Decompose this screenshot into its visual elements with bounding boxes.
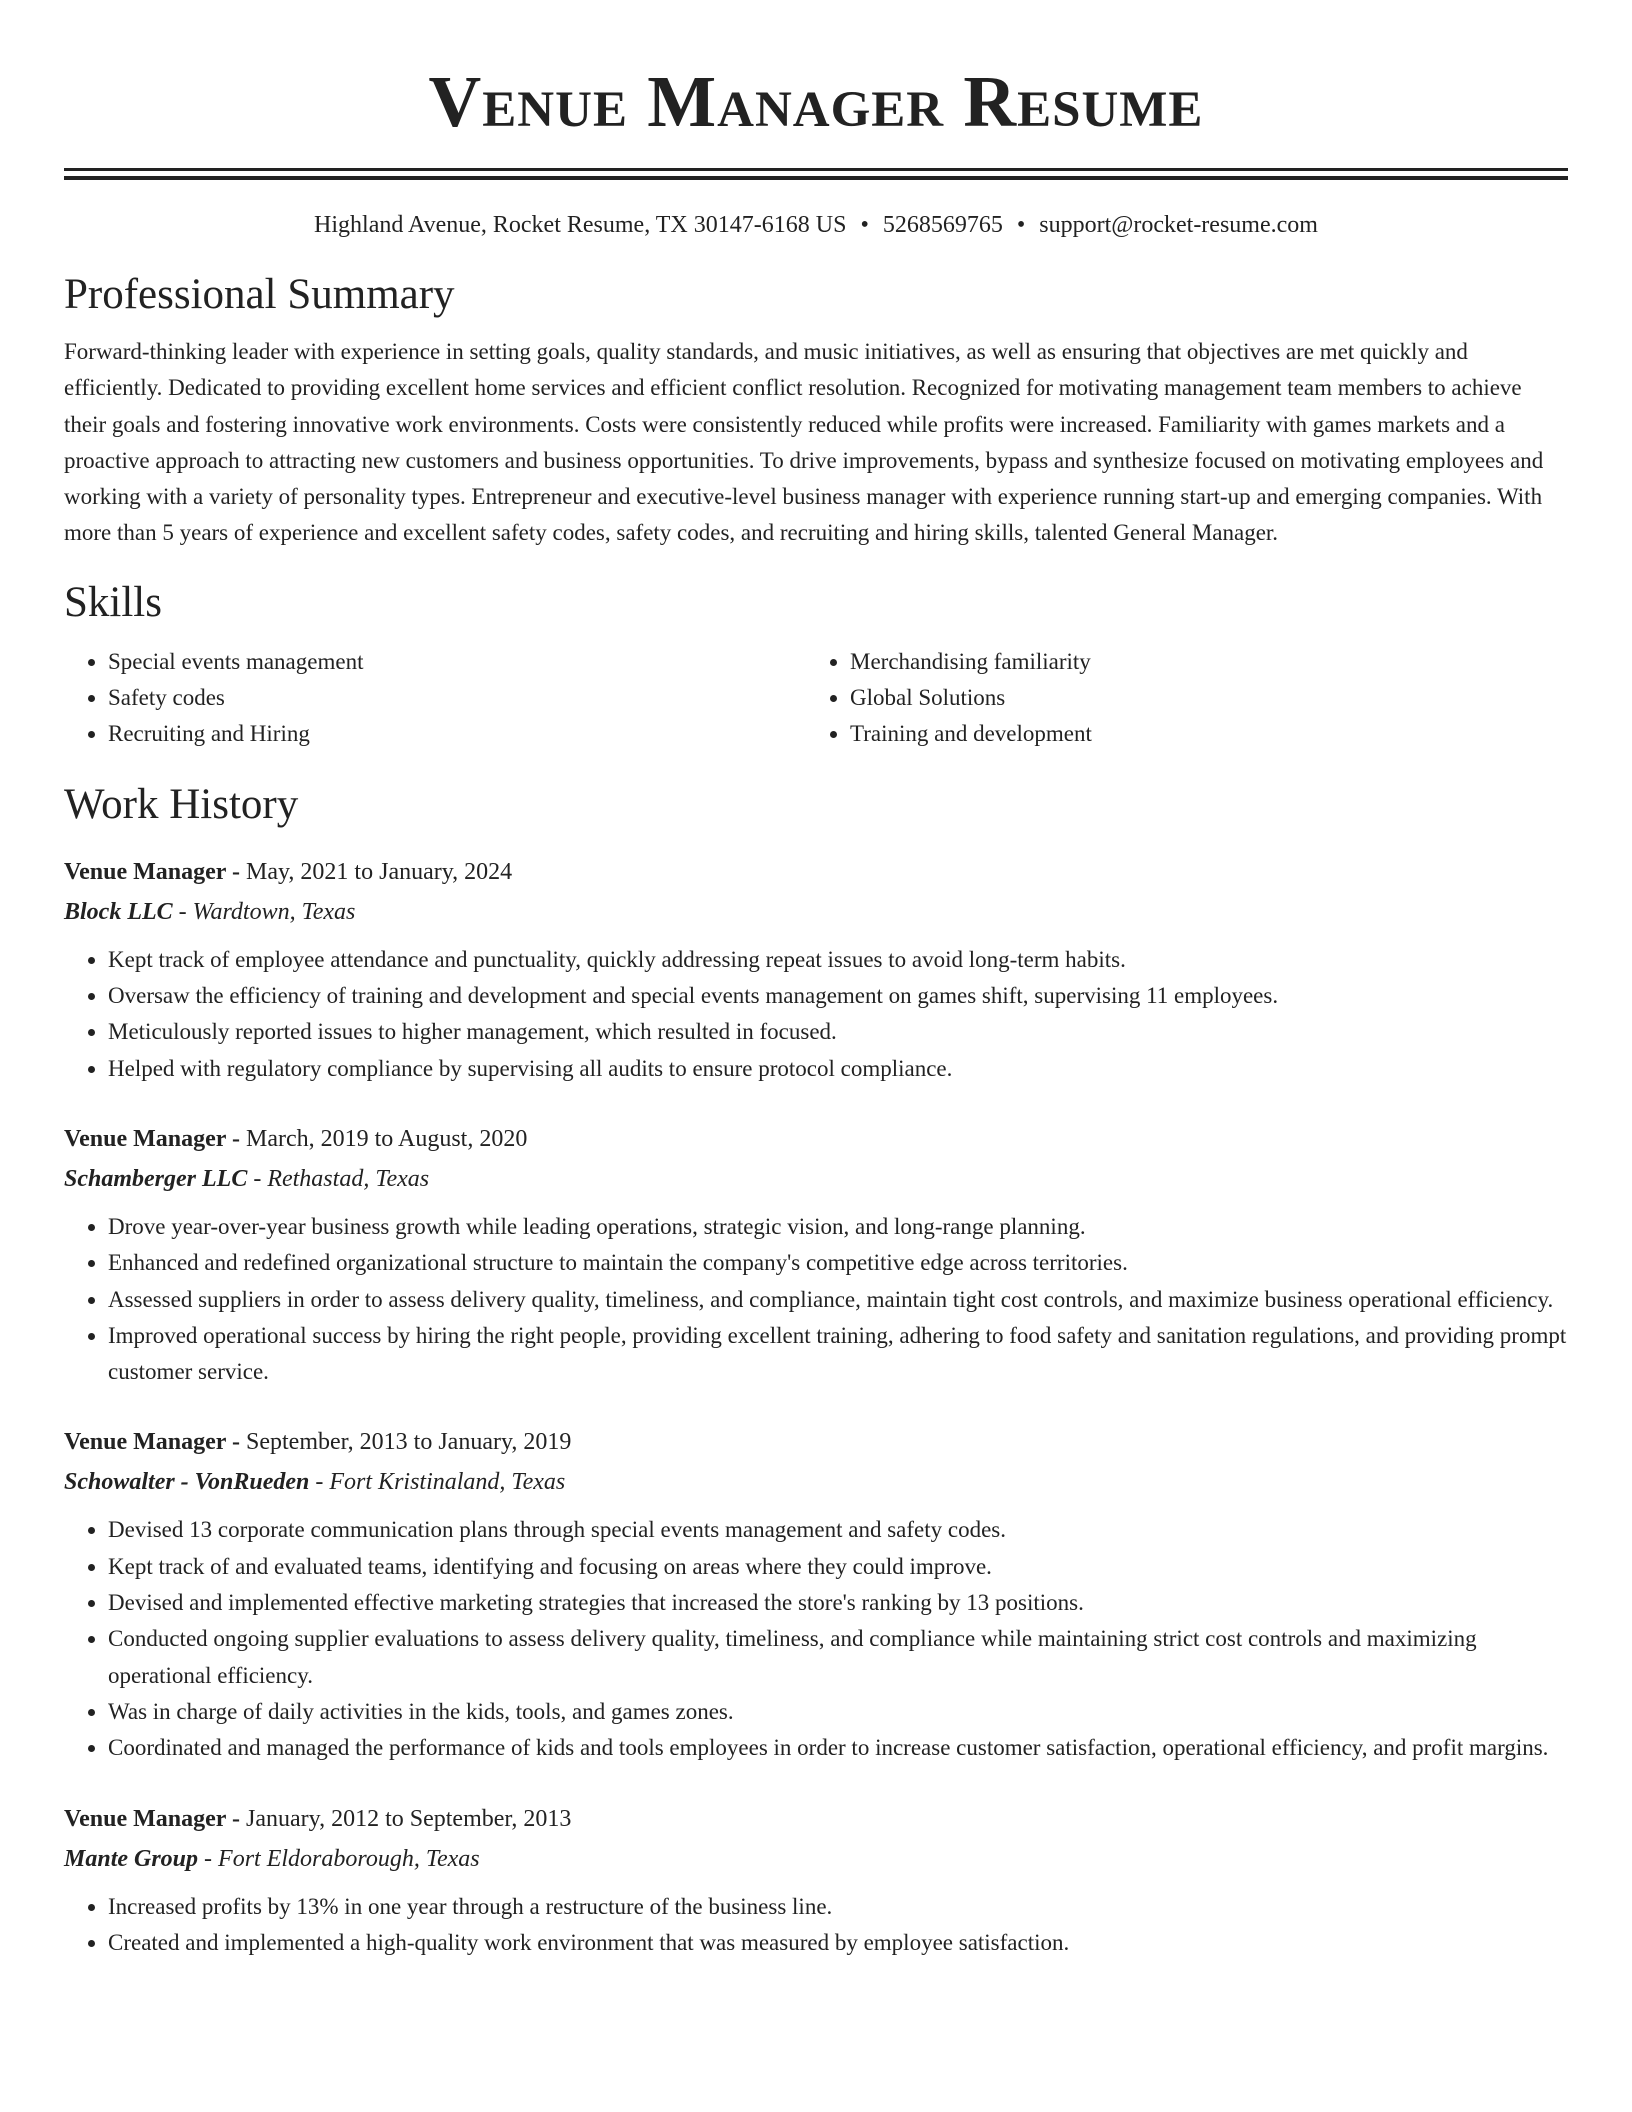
job-company-line (64, 1159, 1568, 1199)
job-location: Wardtown, Texas (192, 898, 356, 925)
skills-column-left (64, 644, 806, 752)
job-dates: January, 2012 to September, 2013 (246, 1805, 572, 1832)
job-bullet: • Improved operational success by hiring the right people, providing excellent training, adhering to food safety and sanitation regulations, and providing prompt customer service. (108, 1318, 1568, 1391)
summary-heading: Professional Summary (64, 271, 455, 318)
job-company-line (64, 1462, 1568, 1502)
job-location: Fort Eldoraborough, Texas (218, 1845, 480, 1872)
job-bullet: • Kept track of employee attendance and punctuality, quickly addressing repeat issues to avoid long-term habits. (108, 942, 1568, 978)
job-company-dash: - (309, 1469, 330, 1496)
job-title-dash: - (226, 1805, 246, 1832)
job-bullet: • Meticulously reported issues to higher management, which resulted in focused. (108, 1014, 1568, 1050)
job-title-dash: - (226, 858, 246, 885)
skills-list (64, 644, 1568, 752)
job-bullet: • Devised and implemented effective marketing strategies that increased the store's ranking by 13 positions. (108, 1585, 1568, 1621)
job-company: Schowalter - VonRueden (64, 1469, 310, 1496)
job-bullet: • Enhanced and redefined organizational structure to maintain the company's competitive edge across territories. (108, 1245, 1568, 1281)
contact-line (64, 210, 1568, 240)
skill-item: • Merchandising familiarity (850, 644, 1568, 680)
job-title-line (64, 852, 1568, 892)
resume-title: Venue Manager Resume (428, 61, 1204, 142)
job-bullets (64, 1512, 1568, 1766)
summary-text: Forward-thinking leader with experience in setting goals, quality standards, and music initiatives, as well as ensuring that objectives are met quickly and efficiently. Dedicated to providing excellent home services and efficient conflict resolution. Recognized for motivating management team members to achieve their goals and fostering innovative work environments. Costs were consistently reduced while profits were increased. Familiarity with games markets and a proactive approach to attracting new customers and business opportunities. To drive improvements, bypass and synthesize focused on motivating employees and working with a variety of personality types. Entrepreneur and executive-level business manager with experience running start-up and emerging companies. With more than 5 years of experience and excellent safety codes, safety codes, and recruiting and hiring skills, talented General Manager. (64, 339, 1544, 546)
job-company: Block LLC (64, 898, 173, 925)
job-bullet: • Coordinated and managed the performance of kids and tools employees in order to increase customer satisfaction, operational efficiency, and profit margins. (108, 1730, 1568, 1766)
job-dates: May, 2021 to January, 2024 (246, 858, 513, 885)
contact-separator: • (1016, 212, 1026, 238)
job-entry (64, 1799, 1568, 1962)
job-company-dash: - (247, 1165, 268, 1192)
job-company: Schamberger LLC (64, 1165, 248, 1192)
job-dates: March, 2019 to August, 2020 (246, 1125, 528, 1152)
job-bullet: • Increased profits by 13% in one year through a restructure of the business line. (108, 1889, 1568, 1925)
job-bullets (64, 942, 1568, 1087)
skills-heading: Skills (64, 578, 162, 626)
job-title: Venue Manager (64, 1429, 226, 1456)
skill-item: • Recruiting and Hiring (108, 716, 806, 752)
job-title: Venue Manager (64, 1125, 226, 1152)
job-title-line (64, 1119, 1568, 1159)
job-company: Mante Group (64, 1845, 199, 1872)
skill-item: • Special events management (108, 644, 806, 680)
contact-email: support@rocket-resume.com (1039, 212, 1318, 238)
skill-item: • Training and development (850, 716, 1568, 752)
skills-column-right (806, 644, 1568, 752)
job-bullet: • Created and implemented a high-quality work environment that was measured by employee satisfaction. (108, 1925, 1568, 1961)
job-title-line (64, 1799, 1568, 1839)
job-bullet: • Oversaw the efficiency of training and development and special events management on games shift, supervising 11 employees. (108, 978, 1568, 1014)
contact-phone: 5268569765 (882, 212, 1003, 238)
title-divider-thin (64, 176, 1568, 180)
job-title: Venue Manager (64, 1805, 226, 1832)
job-bullet: • Kept track of and evaluated teams, identifying and focusing on areas where they could improve. (108, 1549, 1568, 1585)
job-bullets (64, 1209, 1568, 1390)
job-title-dash: - (226, 1125, 246, 1152)
job-dates: September, 2013 to January, 2019 (246, 1429, 572, 1456)
job-bullets (64, 1889, 1568, 1962)
job-bullet: • Drove year-over-year business growth while leading operations, strategic vision, and long-range planning. (108, 1209, 1568, 1245)
job-bullet: • Assessed suppliers in order to assess delivery quality, timeliness, and compliance, maintain tight cost controls, and maximize business operational efficiency. (108, 1282, 1568, 1318)
job-company-dash: - (198, 1845, 219, 1872)
job-bullet: • Helped with regulatory compliance by supervising all audits to ensure protocol compliance. (108, 1051, 1568, 1087)
contact-separator: • (860, 212, 869, 238)
job-location: Rethastad, Texas (267, 1165, 430, 1192)
contact-address: Highland Avenue, Rocket Resume, TX 30147-6168 US (314, 212, 847, 238)
job-title: Venue Manager (64, 858, 226, 885)
job-bullet: • Conducted ongoing supplier evaluations to assess delivery quality, timeliness, and compliance while maintaining strict cost controls and maximizing operational efficiency. (108, 1621, 1568, 1694)
job-title-line (64, 1422, 1568, 1462)
job-entry (64, 1119, 1568, 1390)
job-entry (64, 1422, 1568, 1766)
job-location: Fort Kristinaland, Texas (329, 1469, 566, 1496)
title-divider-thick (64, 168, 1568, 171)
job-entry (64, 852, 1568, 1087)
skill-item: • Global Solutions (850, 680, 1568, 716)
job-bullet: • Was in charge of daily activities in the kids, tools, and games zones. (108, 1694, 1568, 1730)
job-company-line (64, 892, 1568, 932)
job-title-dash: - (226, 1429, 246, 1456)
work-history-heading: Work History (64, 780, 299, 828)
job-bullet: • Devised 13 corporate communication plans through special events management and safety codes. (108, 1512, 1568, 1548)
skill-item: • Safety codes (108, 680, 806, 716)
job-company-line (64, 1839, 1568, 1879)
job-company-dash: - (172, 898, 193, 925)
